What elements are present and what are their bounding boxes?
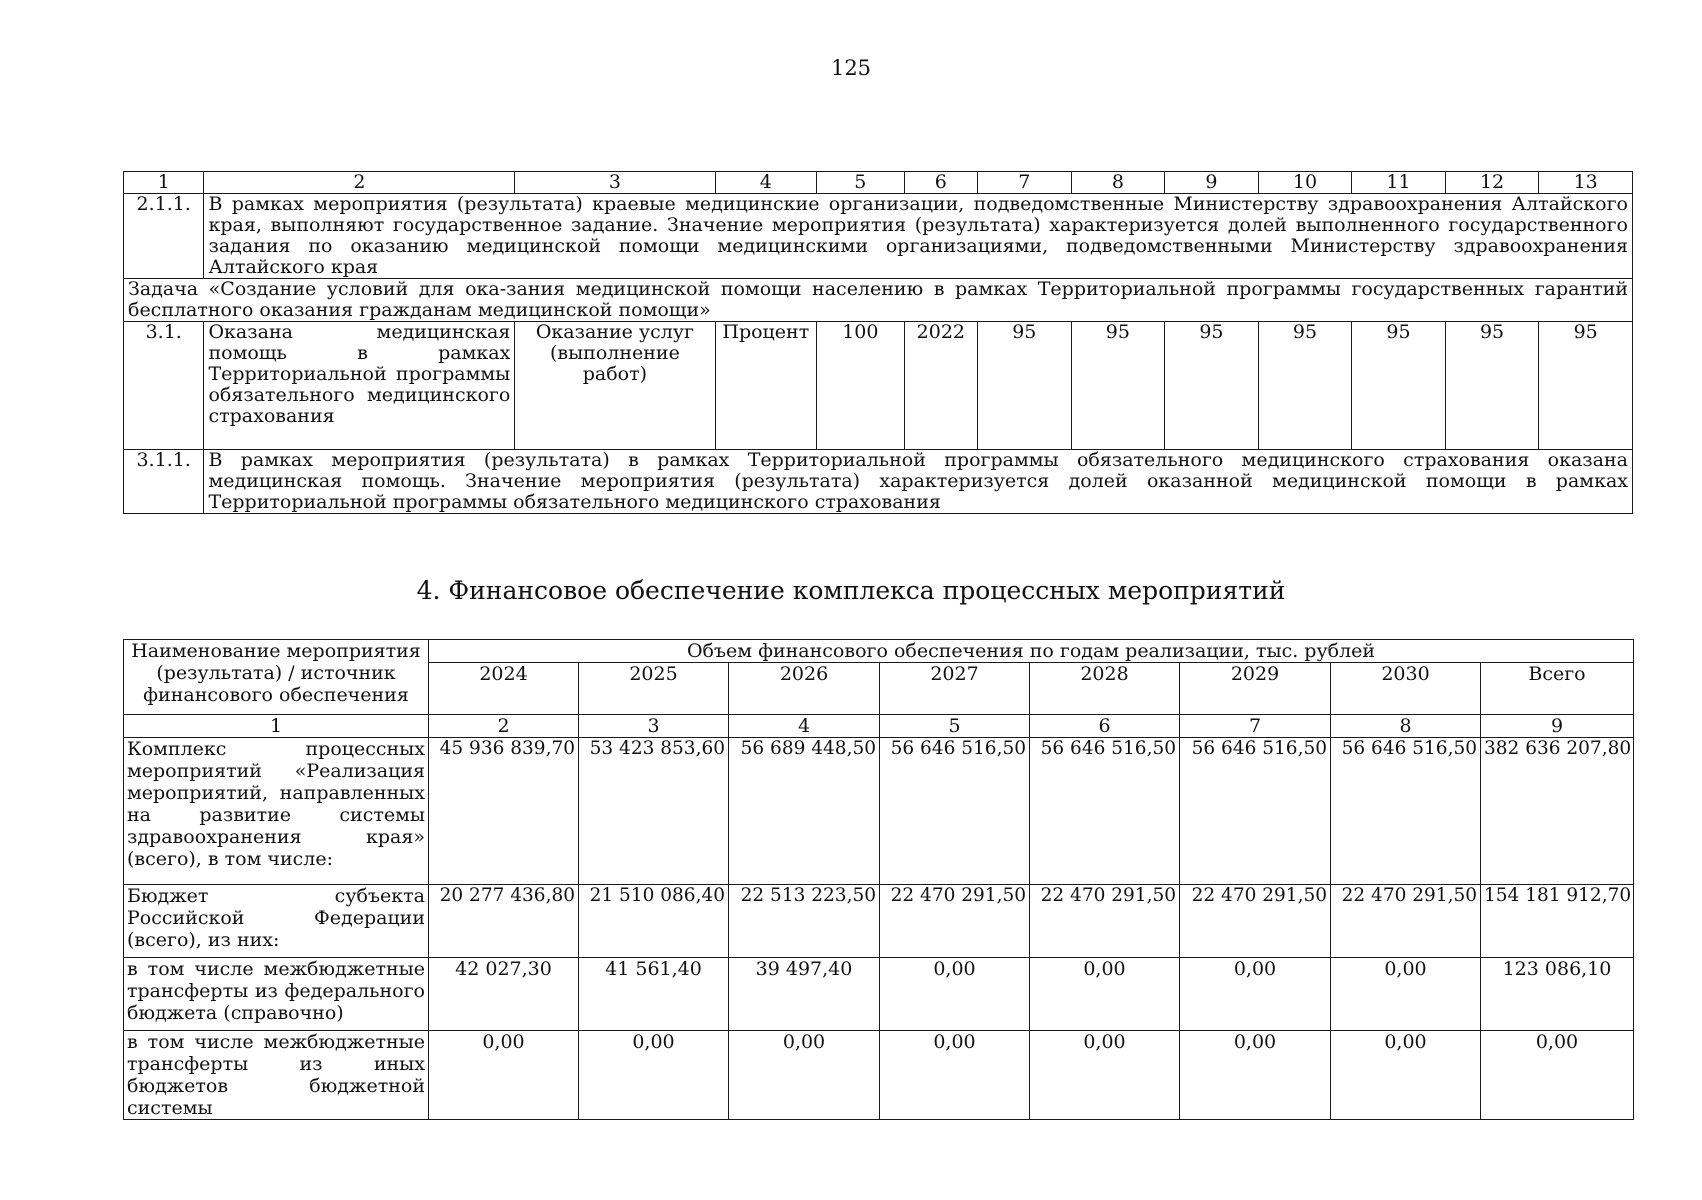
unit: Процент bbox=[715, 322, 817, 450]
column-numbers-row bbox=[124, 715, 1634, 738]
table-row bbox=[124, 322, 1633, 450]
year-header: 2026 bbox=[729, 663, 880, 715]
col-number: 8 bbox=[1071, 172, 1165, 194]
year-value: 95 bbox=[978, 322, 1072, 450]
amount-cell: 56 646 516,50 bbox=[1030, 738, 1180, 885]
col-number: 4 bbox=[715, 172, 817, 194]
col-number: 13 bbox=[1539, 172, 1633, 194]
row-number: 3.1.1. bbox=[124, 450, 204, 514]
amount-cell: 21 510 086,40 bbox=[579, 885, 729, 958]
year-header: 2025 bbox=[579, 663, 729, 715]
amount-cell: 56 646 516,50 bbox=[880, 738, 1030, 885]
total-header: Всего bbox=[1481, 663, 1634, 715]
row-name: в том числе межбюджетные трансферты из иных бюджетов бюджетной системы bbox=[124, 1031, 429, 1120]
column-numbers-row bbox=[124, 172, 1633, 194]
amount-cell: 56 646 516,50 bbox=[1331, 738, 1481, 885]
year-value: 95 bbox=[1539, 322, 1633, 450]
header-volume: Объем финансового обеспечения по годам реализации, тыс. рублей bbox=[429, 640, 1634, 663]
year-value: 95 bbox=[1352, 322, 1446, 450]
row-name: в том числе межбюджетные трансферты из федерального бюджета (справочно) bbox=[124, 958, 429, 1031]
row-name: Комплекс процессных мероприятий «Реализация мероприятий, направленных на развитие системы здравоохранения края» (всего), в том числе: bbox=[124, 738, 429, 885]
col-number: 3 bbox=[579, 715, 729, 738]
amount-cell: 0,00 bbox=[1180, 958, 1331, 1031]
col-number: 6 bbox=[904, 172, 977, 194]
total-cell: 0,00 bbox=[1481, 1031, 1634, 1120]
col-number: 6 bbox=[1030, 715, 1180, 738]
amount-cell: 20 277 436,80 bbox=[429, 885, 579, 958]
amount-cell: 0,00 bbox=[1180, 1031, 1331, 1120]
col-number: 7 bbox=[978, 172, 1072, 194]
year-value: 95 bbox=[1445, 322, 1539, 450]
task-row bbox=[124, 279, 1633, 322]
table-row bbox=[124, 194, 1633, 279]
amount-cell: 39 497,40 bbox=[729, 958, 880, 1031]
year-header: 2028 bbox=[1030, 663, 1180, 715]
col-number: 9 bbox=[1165, 172, 1259, 194]
table-row bbox=[124, 450, 1633, 514]
total-cell: 154 181 912,70 bbox=[1481, 885, 1634, 958]
col-number: 2 bbox=[429, 715, 579, 738]
task-text: Задача «Создание условий для ока-зания медицинской помощи населению в рамках Территориальной программы государственных гарантий бесплатного оказания гражданам медицинской помощи» bbox=[124, 279, 1633, 322]
amount-cell: 0,00 bbox=[1331, 958, 1481, 1031]
amount-cell: 56 689 448,50 bbox=[729, 738, 880, 885]
amount-cell: 56 646 516,50 bbox=[1180, 738, 1331, 885]
base-year: 2022 bbox=[904, 322, 977, 450]
amount-cell: 0,00 bbox=[729, 1031, 880, 1120]
year-header: 2030 bbox=[1331, 663, 1481, 715]
amount-cell: 0,00 bbox=[1030, 958, 1180, 1031]
col-number: 3 bbox=[515, 172, 715, 194]
col-number: 4 bbox=[729, 715, 880, 738]
section-title: 4. Финансовое обеспечение комплекса процессных мероприятий bbox=[416, 576, 1286, 605]
col-number: 8 bbox=[1331, 715, 1481, 738]
amount-cell: 0,00 bbox=[579, 1031, 729, 1120]
amount-cell: 42 027,30 bbox=[429, 958, 579, 1031]
row-number: 3.1. bbox=[124, 322, 204, 450]
col-number: 1 bbox=[124, 715, 429, 738]
financing-table bbox=[123, 639, 1634, 1120]
amount-cell: 0,00 bbox=[880, 1031, 1030, 1120]
indicators-table bbox=[123, 171, 1633, 514]
base-value: 100 bbox=[817, 322, 905, 450]
col-number: 7 bbox=[1180, 715, 1331, 738]
row-description: В рамках мероприятия (результата) в рамках Территориальной программы обязательного медицинского страхования оказана медицинская помощь. Значение мероприятия (результата) характеризуется долей оказанной медицинской помощи в рамках Территориальной программы обязательного медицинского страхования bbox=[204, 450, 1633, 514]
year-header: 2024 bbox=[429, 663, 579, 715]
total-cell: 382 636 207,80 bbox=[1481, 738, 1634, 885]
table-row bbox=[124, 958, 1634, 1031]
year-header: 2027 bbox=[880, 663, 1030, 715]
amount-cell: 0,00 bbox=[429, 1031, 579, 1120]
year-header: 2029 bbox=[1180, 663, 1331, 715]
amount-cell: 22 470 291,50 bbox=[1180, 885, 1331, 958]
total-cell: 123 086,10 bbox=[1481, 958, 1634, 1031]
col-number: 11 bbox=[1352, 172, 1446, 194]
amount-cell: 53 423 853,60 bbox=[579, 738, 729, 885]
amount-cell: 0,00 bbox=[1331, 1031, 1481, 1120]
year-value: 95 bbox=[1165, 322, 1259, 450]
amount-cell: 22 470 291,50 bbox=[1030, 885, 1180, 958]
amount-cell: 0,00 bbox=[1030, 1031, 1180, 1120]
header-name: Наименование мероприятия (результата) / источник финансового обеспечения bbox=[124, 640, 429, 715]
col-number: 12 bbox=[1445, 172, 1539, 194]
table-row bbox=[124, 1031, 1634, 1120]
amount-cell: 22 470 291,50 bbox=[1331, 885, 1481, 958]
result-type: Оказание услуг (выполнение работ) bbox=[515, 322, 715, 450]
amount-cell: 22 513 223,50 bbox=[729, 885, 880, 958]
row-number: 2.1.1. bbox=[124, 194, 204, 279]
table-row bbox=[124, 885, 1634, 958]
row-description: В рамках мероприятия (результата) краевые медицинские организации, подведомственные Министерству здравоохранения Алтайского края, выполняют государственное задание. Значение мероприятия (результата) характеризуется долей выполненного государственного задания по оказанию медицинской помощи медицинскими организациями, подведомственными Министерству здравоохранения Алтайского края bbox=[204, 194, 1633, 279]
col-number: 1 bbox=[124, 172, 204, 194]
table-row bbox=[124, 738, 1634, 885]
col-number: 2 bbox=[204, 172, 515, 194]
amount-cell: 41 561,40 bbox=[579, 958, 729, 1031]
row-name: Бюджет субъекта Российской Федерации (всего), из них: bbox=[124, 885, 429, 958]
amount-cell: 0,00 bbox=[880, 958, 1030, 1031]
col-number: 5 bbox=[880, 715, 1030, 738]
col-number: 5 bbox=[817, 172, 905, 194]
table-header-row bbox=[124, 640, 1634, 663]
col-number: 9 bbox=[1481, 715, 1634, 738]
amount-cell: 45 936 839,70 bbox=[429, 738, 579, 885]
result-name: Оказана медицинская помощь в рамках Территориальной программы обязательного медицинского страхования bbox=[204, 322, 515, 450]
amount-cell: 22 470 291,50 bbox=[880, 885, 1030, 958]
col-number: 10 bbox=[1258, 172, 1352, 194]
year-value: 95 bbox=[1071, 322, 1165, 450]
page-number: 125 bbox=[830, 56, 872, 80]
year-value: 95 bbox=[1258, 322, 1352, 450]
